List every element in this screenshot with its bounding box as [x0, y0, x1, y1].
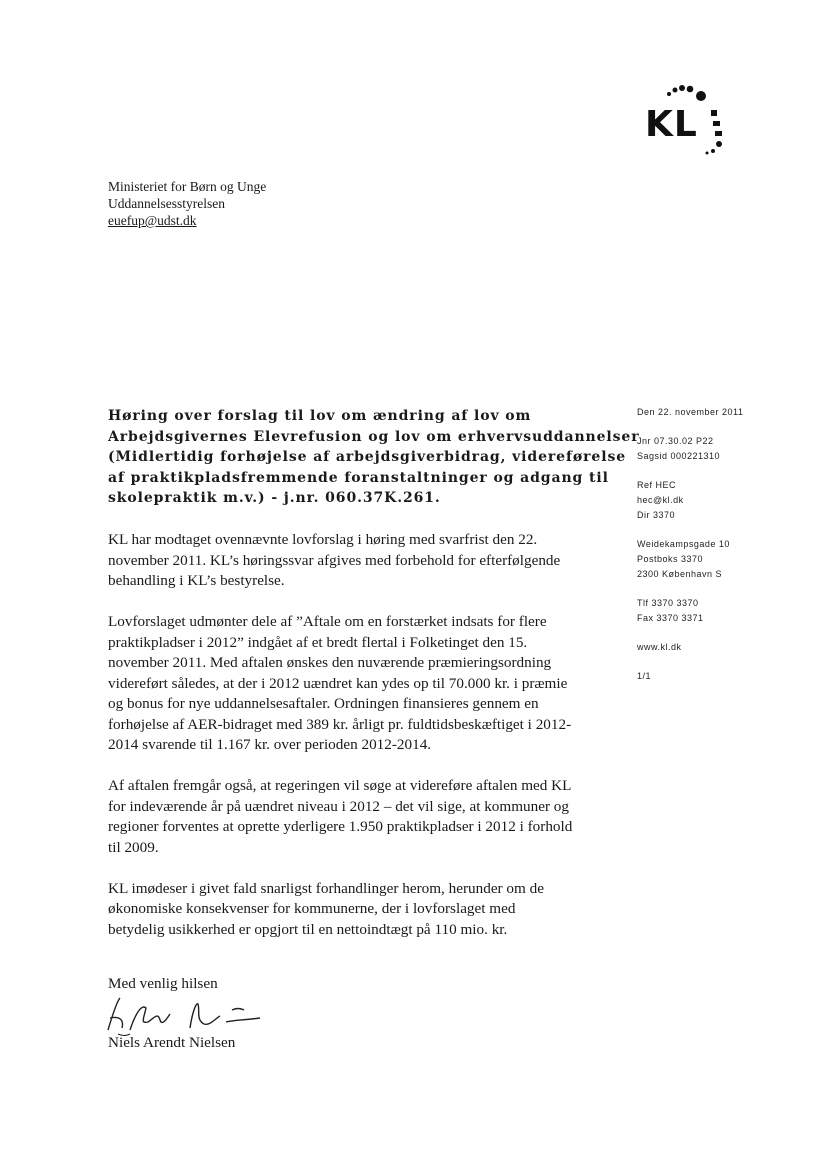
body-line: KL har modtaget ovennævnte lovforslag i høring med svarfrist den 22.	[108, 531, 538, 548]
paragraph-2	[108, 612, 608, 756]
reference-group	[637, 434, 817, 464]
fax: Fax 3370 3371	[637, 613, 704, 623]
paragraph-3	[108, 776, 608, 858]
website-link[interactable]: www.kl.dk	[637, 642, 682, 652]
handwritten-signature	[100, 990, 270, 1040]
addressee-email-link[interactable]: euefup@udst.dk	[108, 213, 197, 228]
address-group	[637, 537, 817, 582]
body-line: KL imødeser i givet fald snarligst forhandlinger herom, herunder om de	[108, 879, 544, 897]
body-line: videreført således, at der i 2012 uændret kan ydes op til 70.000 kr. i præmie	[108, 674, 568, 692]
page-number: 1/1	[637, 671, 652, 681]
street-address: Weidekampsgade 10	[637, 539, 730, 549]
journal-number: Jnr 07.30.02 P22	[637, 436, 714, 446]
post-box: Postboks 3370	[637, 554, 704, 564]
kl-logo	[645, 82, 735, 162]
body-line: og bonus for nye uddannelsesaftaler. Ordningen finansieres gennem en	[108, 695, 539, 712]
subject-line: (Midlertidig forhøjelse af arbejdsgiverbidrag, videreførelse	[108, 449, 627, 465]
telephone: Tlf 3370 3370	[637, 598, 699, 608]
contact-email-link[interactable]: hec@kl.dk	[637, 495, 684, 505]
body-line: for indeværende år på uændret niveau i 2012 – det vil sige, at kommuner og	[108, 797, 569, 815]
body-line: til 2009.	[108, 838, 159, 856]
subject-line: Arbejdsgivernes Elevrefusion og lov om erhvervsuddannelser	[108, 428, 640, 445]
signatory-name: Niels Arendt Nielsen	[108, 1034, 236, 1051]
case-id: Sagsid 000221310	[637, 451, 721, 461]
letter-subject	[108, 406, 640, 509]
subject-line: af praktikpladsfremmende foranstaltninger og adgang til	[108, 469, 609, 486]
direct-phone: Dir 3370	[637, 510, 676, 520]
letter-date: Den 22. november 2011	[637, 407, 744, 417]
addressee-block	[108, 178, 266, 229]
body-line: forhøjelse af AER-bidraget med 389 kr. årligt pr. fuldtidsbeskæftiget i 2012-	[108, 715, 572, 733]
closing-greeting: Med venlig hilsen	[108, 975, 218, 992]
body-line: Af aftalen fremgår også, at regeringen vil søge at videreføre aftalen med KL	[108, 777, 572, 794]
subject-line: skolepraktik m.v.) - j.nr. 060.37K.261.	[108, 490, 441, 506]
addressee-agency: Uddannelsesstyrelsen	[108, 196, 225, 211]
reference-initials: Ref HEC	[637, 480, 677, 490]
letter-body	[108, 530, 608, 961]
postal-city: 2300 København S	[637, 569, 723, 579]
web-group	[637, 640, 817, 655]
body-line: betydelig usikkerhed er opgjort til en nettoindtægt på 110 mio. kr.	[108, 920, 508, 938]
date-group	[637, 405, 817, 420]
paragraph-1	[108, 530, 608, 592]
page-group	[637, 669, 817, 684]
letter-sidebar	[637, 405, 817, 698]
addressee-ministry: Ministeriet for Børn og Unge	[108, 179, 267, 194]
body-line: Lovforslaget udmønter dele af ”Aftale om en forstærket indsats for flere	[108, 613, 547, 630]
paragraph-4	[108, 879, 608, 941]
logo-text: KL	[645, 104, 698, 145]
contact-group	[637, 478, 817, 523]
body-line: november 2011. KL’s høringssvar afgives med forbehold for efterfølgende	[108, 551, 561, 569]
body-line: 2014 svarende til 1.167 kr. over perioden 2012-2014.	[108, 736, 432, 753]
body-line: behandling i KL’s bestyrelse.	[108, 572, 285, 589]
body-line: økonomiske konsekvenser for kommunerne, der i lovforslaget med	[108, 900, 516, 917]
phone-group	[637, 596, 817, 626]
body-line: praktikpladser i 2012” indgået af et bredt flertal i Folketinget den 15.	[108, 633, 528, 651]
subject-line: Høring over forslag til lov om ændring af lov om	[108, 408, 532, 424]
body-line: november 2011. Med aftalen ønskes den nuværende præmieringsordning	[108, 654, 552, 671]
body-line: regioner forventes at oprette yderligere 1.950 praktikpladser i 2012 i forhold	[108, 818, 573, 835]
